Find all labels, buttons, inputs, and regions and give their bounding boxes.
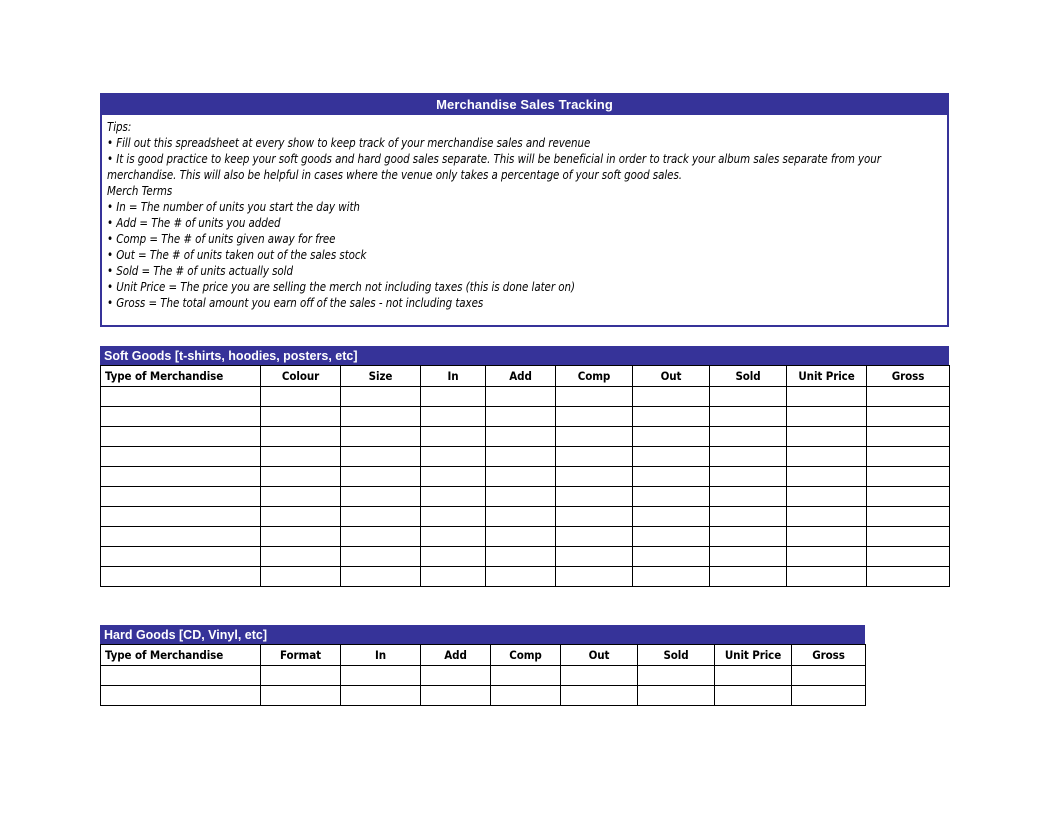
merch-term-item: • Unit Price = The price you are selling the merch not including taxes (this is done later on)	[107, 280, 575, 294]
table-cell[interactable]	[421, 507, 486, 527]
table-cell[interactable]	[638, 686, 715, 706]
column-header-sold: Sold	[710, 366, 787, 387]
table-cell[interactable]	[486, 427, 556, 447]
table-cell[interactable]	[710, 387, 787, 407]
table-cell[interactable]	[787, 387, 867, 407]
table-row[interactable]	[101, 387, 950, 407]
hard-goods-body	[101, 666, 866, 706]
table-cell[interactable]	[633, 567, 710, 587]
table-cell[interactable]	[787, 507, 867, 527]
column-header-sold: Sold	[638, 645, 715, 666]
table-cell[interactable]	[486, 447, 556, 467]
table-cell[interactable]	[486, 507, 556, 527]
table-cell[interactable]	[710, 547, 787, 567]
table-cell[interactable]	[486, 407, 556, 427]
column-header-out: Out	[633, 366, 710, 387]
table-cell[interactable]	[787, 467, 867, 487]
table-cell[interactable]	[867, 467, 950, 487]
soft-goods-table[interactable]	[100, 365, 950, 587]
table-cell[interactable]	[633, 387, 710, 407]
table-row[interactable]	[101, 567, 950, 587]
hard-goods-table[interactable]	[100, 644, 866, 706]
table-cell[interactable]	[341, 567, 421, 587]
merch-term-item: • Comp = The # of units given away for free	[107, 232, 336, 246]
table-cell[interactable]	[101, 686, 261, 706]
table-cell[interactable]	[341, 447, 421, 467]
table-cell[interactable]	[261, 487, 341, 507]
table-cell[interactable]	[421, 547, 486, 567]
table-cell[interactable]	[341, 666, 421, 686]
table-cell[interactable]	[421, 487, 486, 507]
table-cell[interactable]	[561, 666, 638, 686]
table-cell[interactable]	[787, 427, 867, 447]
table-cell[interactable]	[486, 387, 556, 407]
table-cell[interactable]	[101, 447, 261, 467]
table-cell[interactable]	[421, 686, 491, 706]
table-row[interactable]	[101, 487, 950, 507]
table-cell[interactable]	[556, 407, 633, 427]
table-cell[interactable]	[633, 487, 710, 507]
table-cell[interactable]	[710, 407, 787, 427]
table-cell[interactable]	[710, 487, 787, 507]
table-cell[interactable]	[101, 547, 261, 567]
tips-panel	[100, 115, 949, 327]
table-cell[interactable]	[556, 467, 633, 487]
table-cell[interactable]	[787, 447, 867, 467]
table-cell[interactable]	[787, 547, 867, 567]
table-cell[interactable]	[638, 666, 715, 686]
table-cell[interactable]	[787, 407, 867, 427]
table-cell[interactable]	[421, 447, 486, 467]
column-header-unit-price: Unit Price	[715, 645, 792, 666]
table-cell[interactable]	[341, 547, 421, 567]
tips-heading: Tips:	[107, 120, 132, 134]
merch-term-item: • In = The number of units you start the day with	[107, 200, 360, 214]
table-cell[interactable]	[261, 686, 341, 706]
table-cell[interactable]	[486, 567, 556, 587]
table-cell[interactable]	[101, 427, 261, 447]
table-cell[interactable]	[633, 547, 710, 567]
table-cell[interactable]	[261, 407, 341, 427]
table-cell[interactable]	[556, 387, 633, 407]
table-cell[interactable]	[341, 686, 421, 706]
hard-goods-section-title: Hard Goods [CD, Vinyl, etc]	[104, 627, 267, 642]
table-cell[interactable]	[710, 527, 787, 547]
hard-goods-section-header	[100, 625, 865, 644]
table-cell[interactable]	[867, 507, 950, 527]
table-cell[interactable]	[261, 567, 341, 587]
column-header-gross: Gross	[867, 366, 950, 387]
column-header-colour: Colour	[261, 366, 341, 387]
table-cell[interactable]	[633, 427, 710, 447]
table-cell[interactable]	[633, 507, 710, 527]
table-cell[interactable]	[421, 666, 491, 686]
table-cell[interactable]	[261, 547, 341, 567]
table-cell[interactable]	[101, 507, 261, 527]
table-cell[interactable]	[261, 427, 341, 447]
table-cell[interactable]	[261, 507, 341, 527]
table-cell[interactable]	[867, 427, 950, 447]
table-cell[interactable]	[341, 407, 421, 427]
table-cell[interactable]	[101, 467, 261, 487]
table-cell[interactable]	[633, 467, 710, 487]
table-cell[interactable]	[710, 467, 787, 487]
soft-goods-section	[100, 346, 949, 587]
merch-terms-heading: Merch Terms	[107, 184, 173, 198]
table-row[interactable]	[101, 666, 866, 686]
table-cell[interactable]	[556, 527, 633, 547]
table-cell[interactable]	[715, 686, 792, 706]
merch-term-item: • Out = The # of units taken out of the sales stock	[107, 248, 367, 262]
table-cell[interactable]	[556, 567, 633, 587]
table-cell[interactable]	[486, 527, 556, 547]
table-cell[interactable]	[101, 666, 261, 686]
table-cell[interactable]	[421, 427, 486, 447]
table-cell[interactable]	[792, 666, 866, 686]
page-title: Merchandise Sales Tracking	[436, 96, 613, 112]
table-cell[interactable]	[101, 527, 261, 547]
table-cell[interactable]	[556, 487, 633, 507]
table-cell[interactable]	[710, 567, 787, 587]
table-row[interactable]	[101, 467, 950, 487]
column-header-gross: Gross	[792, 645, 866, 666]
column-header-size: Size	[341, 366, 421, 387]
table-cell[interactable]	[486, 467, 556, 487]
table-cell[interactable]	[710, 507, 787, 527]
table-cell[interactable]	[556, 547, 633, 567]
table-cell[interactable]	[556, 427, 633, 447]
table-row[interactable]	[101, 427, 950, 447]
merch-term-item: • Add = The # of units you added	[107, 216, 281, 230]
column-header-out: Out	[561, 645, 638, 666]
tip-line: • Fill out this spreadsheet at every show to keep track of your merchandise sales and revenue	[107, 136, 591, 150]
column-header-add: Add	[486, 366, 556, 387]
table-cell[interactable]	[261, 447, 341, 467]
soft-goods-section-title: Soft Goods [t-shirts, hoodies, posters, etc]	[104, 348, 358, 363]
table-cell[interactable]	[787, 527, 867, 547]
table-cell[interactable]	[867, 567, 950, 587]
table-cell[interactable]	[491, 686, 561, 706]
table-cell[interactable]	[341, 507, 421, 527]
document-title-banner	[100, 93, 949, 115]
tip-line: • It is good practice to keep your soft goods and hard good sales separate. This will be beneficial in order to track your album sales separate from your merchandise. This will also be helpful in cases where the venue only takes a percentage of your soft good sales.	[107, 152, 881, 182]
table-cell[interactable]	[101, 387, 261, 407]
hard-goods-section	[100, 625, 865, 706]
column-header-format: Format	[261, 645, 341, 666]
column-header-type-of-merchandise: Type of Merchandise	[101, 366, 261, 387]
table-cell[interactable]	[710, 447, 787, 467]
table-cell[interactable]	[867, 527, 950, 547]
table-cell[interactable]	[341, 487, 421, 507]
column-header-type-of-merchandise: Type of Merchandise	[101, 645, 261, 666]
table-cell[interactable]	[867, 407, 950, 427]
table-cell[interactable]	[867, 487, 950, 507]
table-cell[interactable]	[710, 427, 787, 447]
table-cell[interactable]	[633, 527, 710, 547]
table-cell[interactable]	[787, 487, 867, 507]
table-cell[interactable]	[421, 407, 486, 427]
table-cell[interactable]	[633, 407, 710, 427]
table-cell[interactable]	[261, 666, 341, 686]
column-header-in: In	[421, 366, 486, 387]
hard-goods-header-row	[101, 645, 866, 666]
table-cell[interactable]	[556, 447, 633, 467]
soft-goods-body	[101, 387, 950, 587]
table-row[interactable]	[101, 527, 950, 547]
merch-term-item: • Gross = The total amount you earn off of the sales - not including taxes	[107, 296, 484, 310]
table-cell[interactable]	[341, 467, 421, 487]
table-cell[interactable]	[491, 666, 561, 686]
table-row[interactable]	[101, 686, 866, 706]
table-row[interactable]	[101, 547, 950, 567]
table-cell[interactable]	[486, 487, 556, 507]
column-header-unit-price: Unit Price	[787, 366, 867, 387]
column-header-comp: Comp	[491, 645, 561, 666]
table-cell[interactable]	[261, 467, 341, 487]
table-row[interactable]	[101, 507, 950, 527]
table-cell[interactable]	[101, 567, 261, 587]
column-header-in: In	[341, 645, 421, 666]
table-cell[interactable]	[556, 507, 633, 527]
table-cell[interactable]	[261, 527, 341, 547]
table-cell[interactable]	[867, 387, 950, 407]
table-cell[interactable]	[867, 447, 950, 467]
table-cell[interactable]	[787, 567, 867, 587]
table-cell[interactable]	[561, 686, 638, 706]
soft-goods-header-row	[101, 366, 950, 387]
table-cell[interactable]	[421, 387, 486, 407]
table-cell[interactable]	[341, 387, 421, 407]
table-cell[interactable]	[101, 407, 261, 427]
table-cell[interactable]	[421, 527, 486, 547]
table-cell[interactable]	[715, 666, 792, 686]
column-header-add: Add	[421, 645, 491, 666]
table-cell[interactable]	[341, 427, 421, 447]
table-cell[interactable]	[341, 527, 421, 547]
merch-term-item: • Sold = The # of units actually sold	[107, 264, 293, 278]
table-row[interactable]	[101, 447, 950, 467]
table-cell[interactable]	[486, 547, 556, 567]
table-cell[interactable]	[633, 447, 710, 467]
table-cell[interactable]	[421, 467, 486, 487]
table-cell[interactable]	[792, 686, 866, 706]
column-header-comp: Comp	[556, 366, 633, 387]
table-cell[interactable]	[101, 487, 261, 507]
table-cell[interactable]	[261, 387, 341, 407]
table-row[interactable]	[101, 407, 950, 427]
table-cell[interactable]	[421, 567, 486, 587]
table-cell[interactable]	[867, 547, 950, 567]
soft-goods-section-header	[100, 346, 949, 365]
